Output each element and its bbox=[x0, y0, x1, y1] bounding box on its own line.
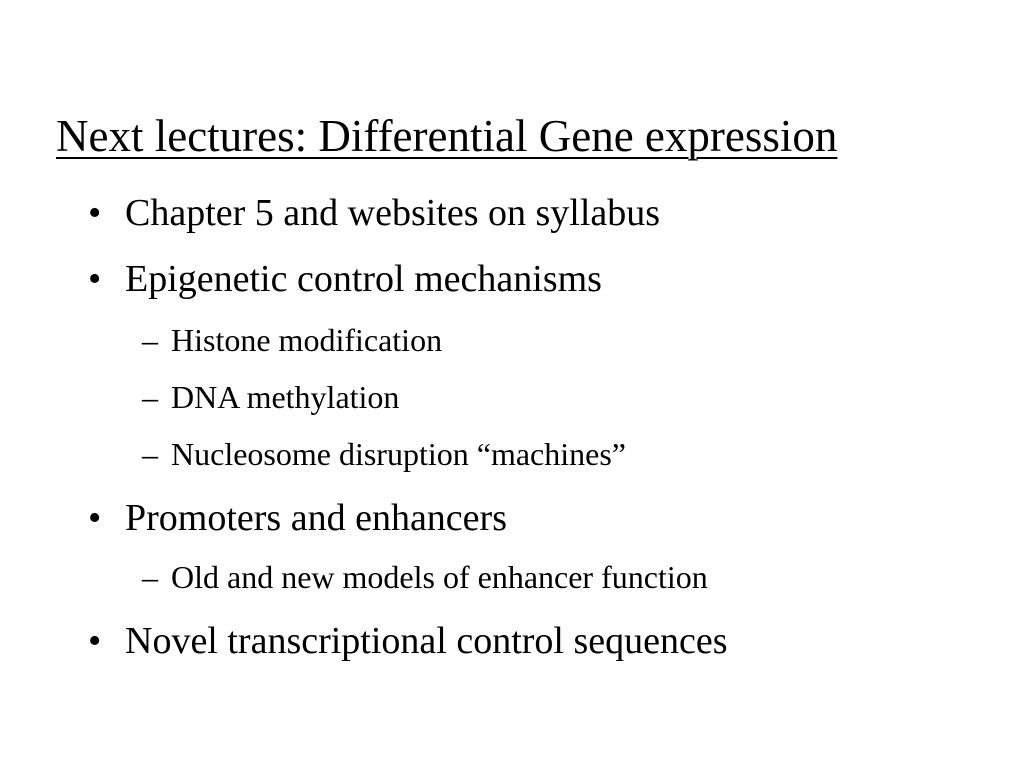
bullet-text: Promoters and enhancers bbox=[125, 497, 507, 539]
sub-bullet-marker: – bbox=[142, 559, 158, 595]
sub-bullet-item bbox=[142, 320, 442, 360]
bullet-item bbox=[88, 494, 507, 542]
bullet-text: Epigenetic control mechanisms bbox=[125, 258, 602, 300]
bullet-marker: • bbox=[88, 497, 102, 539]
sub-bullet-item bbox=[142, 557, 708, 597]
bullet-text: Novel transcriptional control sequences bbox=[125, 620, 728, 662]
bullet-marker: • bbox=[88, 192, 102, 234]
bullet-text: Chapter 5 and websites on syllabus bbox=[125, 192, 661, 234]
bullet-item bbox=[88, 189, 660, 237]
sub-bullet-text: Old and new models of enhancer function bbox=[171, 559, 708, 595]
bullet-marker: • bbox=[88, 620, 102, 662]
sub-bullet-item bbox=[142, 434, 626, 474]
sub-bullet-text: Nucleosome disruption “machines” bbox=[171, 436, 626, 472]
sub-bullet-marker: – bbox=[142, 436, 158, 472]
sub-bullet-text: DNA methylation bbox=[171, 379, 400, 415]
bullet-item bbox=[88, 255, 602, 303]
bullet-item bbox=[88, 617, 728, 665]
bullet-marker: • bbox=[88, 258, 102, 300]
sub-bullet-text: Histone modification bbox=[171, 322, 443, 358]
sub-bullet-marker: – bbox=[142, 379, 158, 415]
sub-bullet-marker: – bbox=[142, 322, 158, 358]
slide-title: Next lectures: Differential Gene expression bbox=[56, 111, 838, 161]
sub-bullet-item bbox=[142, 377, 399, 417]
